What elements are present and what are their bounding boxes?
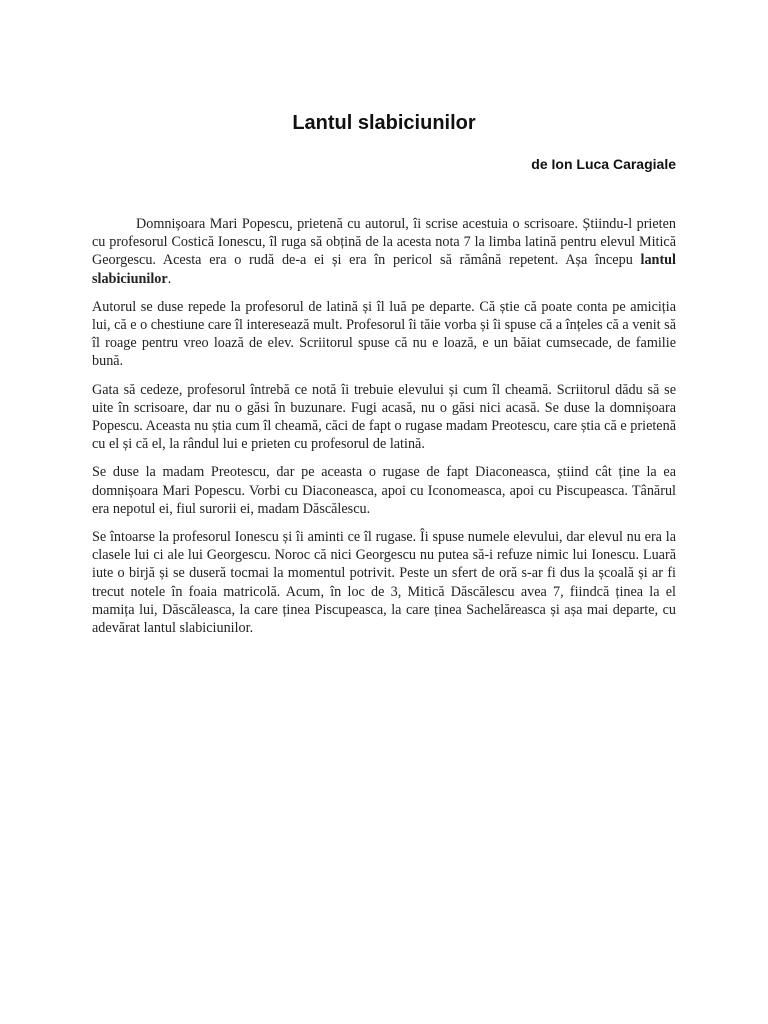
paragraph-3: Gata să cedeze, profesorul întrebă ce notă îi trebuie elevului și cum îl cheamă. Scriitorul dădu să se uite în scrisoare, dar nu o găsi în buzunare. Fugi acasă, nu o găsi nici acasă. Se duse la domnișoara Popescu. Aceasta nu știa cum îl cheamă, căci de fapt o rugase madam Preotescu, care știa că e prietenă cu el și că el, la rândul lui e prieten cu profesorul de latină.: [92, 381, 676, 453]
document-title: Lantul slabiciunilor: [292, 112, 476, 134]
paragraph-2: Autorul se duse repede la profesorul de latină și îl luă pe departe. Că știe că poate conta pe amiciția lui, că e o chestiune care îl interesează mult. Profesorul îi tăie vorba și îi spuse că a înțeles că a venit să îl roage pentru vreo loază de elev. Scriitorul spuse că nu e loază, e un băiat cumsecade, de familie bună.: [92, 298, 676, 370]
paragraph-1-text: Domnișoara Mari Popescu, prietenă cu autorul, îi scrise acestuia o scrisoare. Știindu-l prieten cu profesorul Costică Ionescu, îl ruga să obțină de la acesta nota 7 la limba latină pentru elevul Mitică Georgescu. Acesta era o rudă de-a ei și era în pericol să rămână repetent. Așa începu: [92, 216, 676, 269]
paragraph-1: [92, 215, 676, 288]
paragraph-5: Se întoarse la profesorul Ionescu și îi aminti ce îl rugase. Îi spuse numele elevului, dar elevul nu era la clasele lui ci ale lui Georgescu. Noroc că nici Georgescu nu putea să-i refuze nimic lui Ionescu. Luară iute o birjă și se duseră tocmai la momentul potrivit. Peste un sfert de oră s-ar fi dus la școală și ar fi trecut notele în foaia matricolă. Acum, în loc de 3, Mitică Dăscălescu avea 7, fiindcă ținea la el mamița lui, Dăscăleasca, la care ținea Piscupeasca, la care ținea Sachelăreasca și așa mai departe, cu adevărat lantul slabiciunilor.: [92, 529, 676, 637]
paragraph-1-tail: .: [167, 270, 172, 287]
document-body: [92, 215, 676, 647]
paragraph-1-bold-title: lantul slabiciunilor: [92, 252, 676, 287]
document-author: de Ion Luca Caragiale: [531, 156, 676, 172]
paragraph-4: Se duse la madam Preotescu, dar pe aceasta o rugase de fapt Diaconeasca, știind cât ține la ea domnișoara Mari Popescu. Vorbi cu Diaconeasca, apoi cu Iconomeasca, apoi cu Piscupeasca. Tânărul era nepotul ei, fiul surorii ei, madam Dăscălescu.: [92, 464, 676, 517]
